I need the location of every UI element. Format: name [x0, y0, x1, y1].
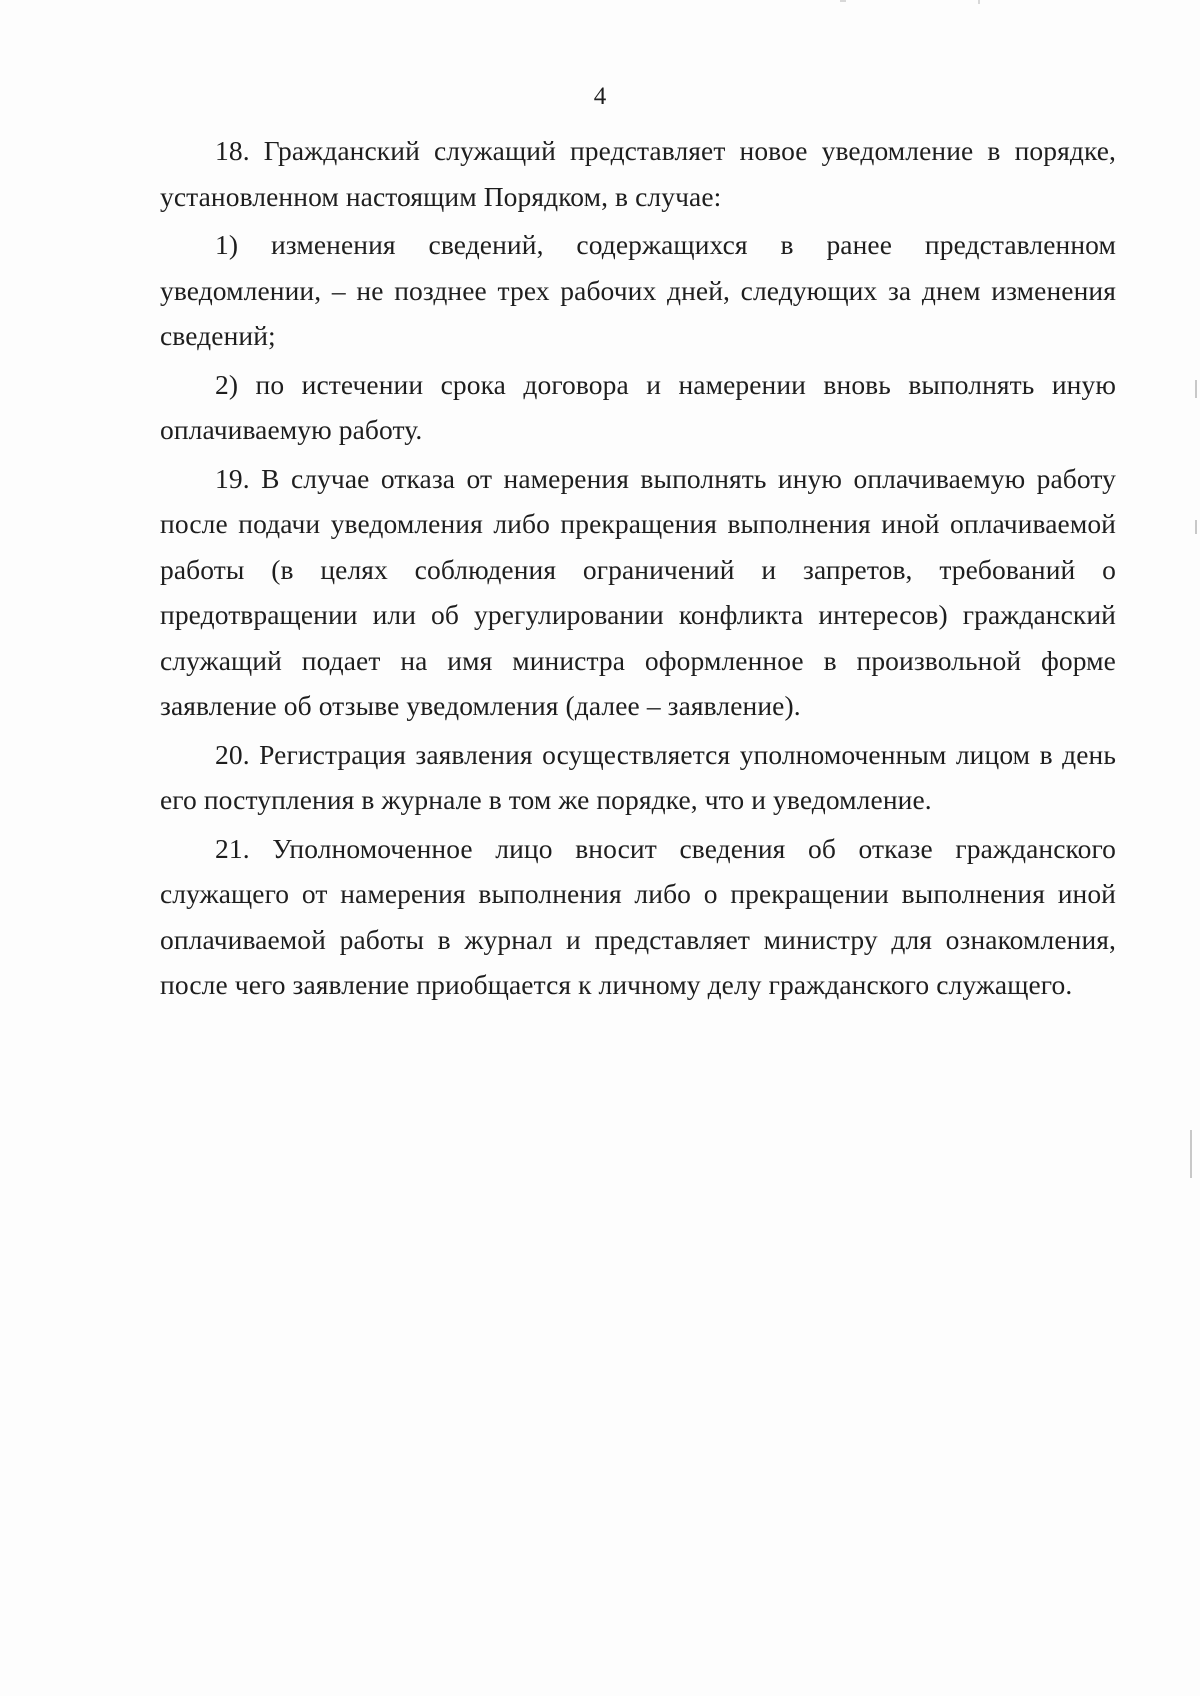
scan-artifact [1195, 380, 1197, 398]
paragraph-18-item-1: 1) изменения сведений, содержащихся в ранее представленном уведомлении, – не позднее трех рабочих дней, следующих за днем изменения сведений; [160, 229, 1116, 351]
paragraph-21: 21. Уполномоченное лицо вносит сведения об отказе гражданского служащего от намерения выполнения либо о прекращении выполнения иной оплачиваемой работы в журнал и представляет министру для ознакомления, после чего заявление приобщается к личному делу гражданского служащего. [160, 832, 1116, 1000]
paragraph-18-item-2: 2) по истечении срока договора и намерении вновь выполнять иную оплачиваемую работу. [160, 368, 1116, 445]
scan-artifact [1190, 1130, 1192, 1178]
document-body [160, 128, 1116, 1011]
paragraph-18: 18. Гражданский служащий представляет новое уведомление в порядке, установленном настоящим Порядком, в случае: [160, 135, 1116, 212]
scan-artifact [978, 0, 980, 4]
paragraph-20: 20. Регистрация заявления осуществляется уполномоченным лицом в день его поступления в журнале в том же порядке, что и уведомление. [160, 738, 1116, 815]
paragraph-19: 19. В случае отказа от намерения выполнять иную оплачиваемую работу после подачи уведомления либо прекращения выполнения иной оплачиваемой работы (в целях соблюдения ограничений и запретов, требований о предотвращении или об урегулировании конфликта интересов) гражданский служащий подает на имя министра оформленное в произвольной форме заявление об отзыве уведомления (далее – заявление). [160, 462, 1116, 721]
scan-artifact [840, 0, 846, 2]
scan-artifact [1195, 520, 1197, 534]
page-number: 4 [593, 83, 607, 110]
